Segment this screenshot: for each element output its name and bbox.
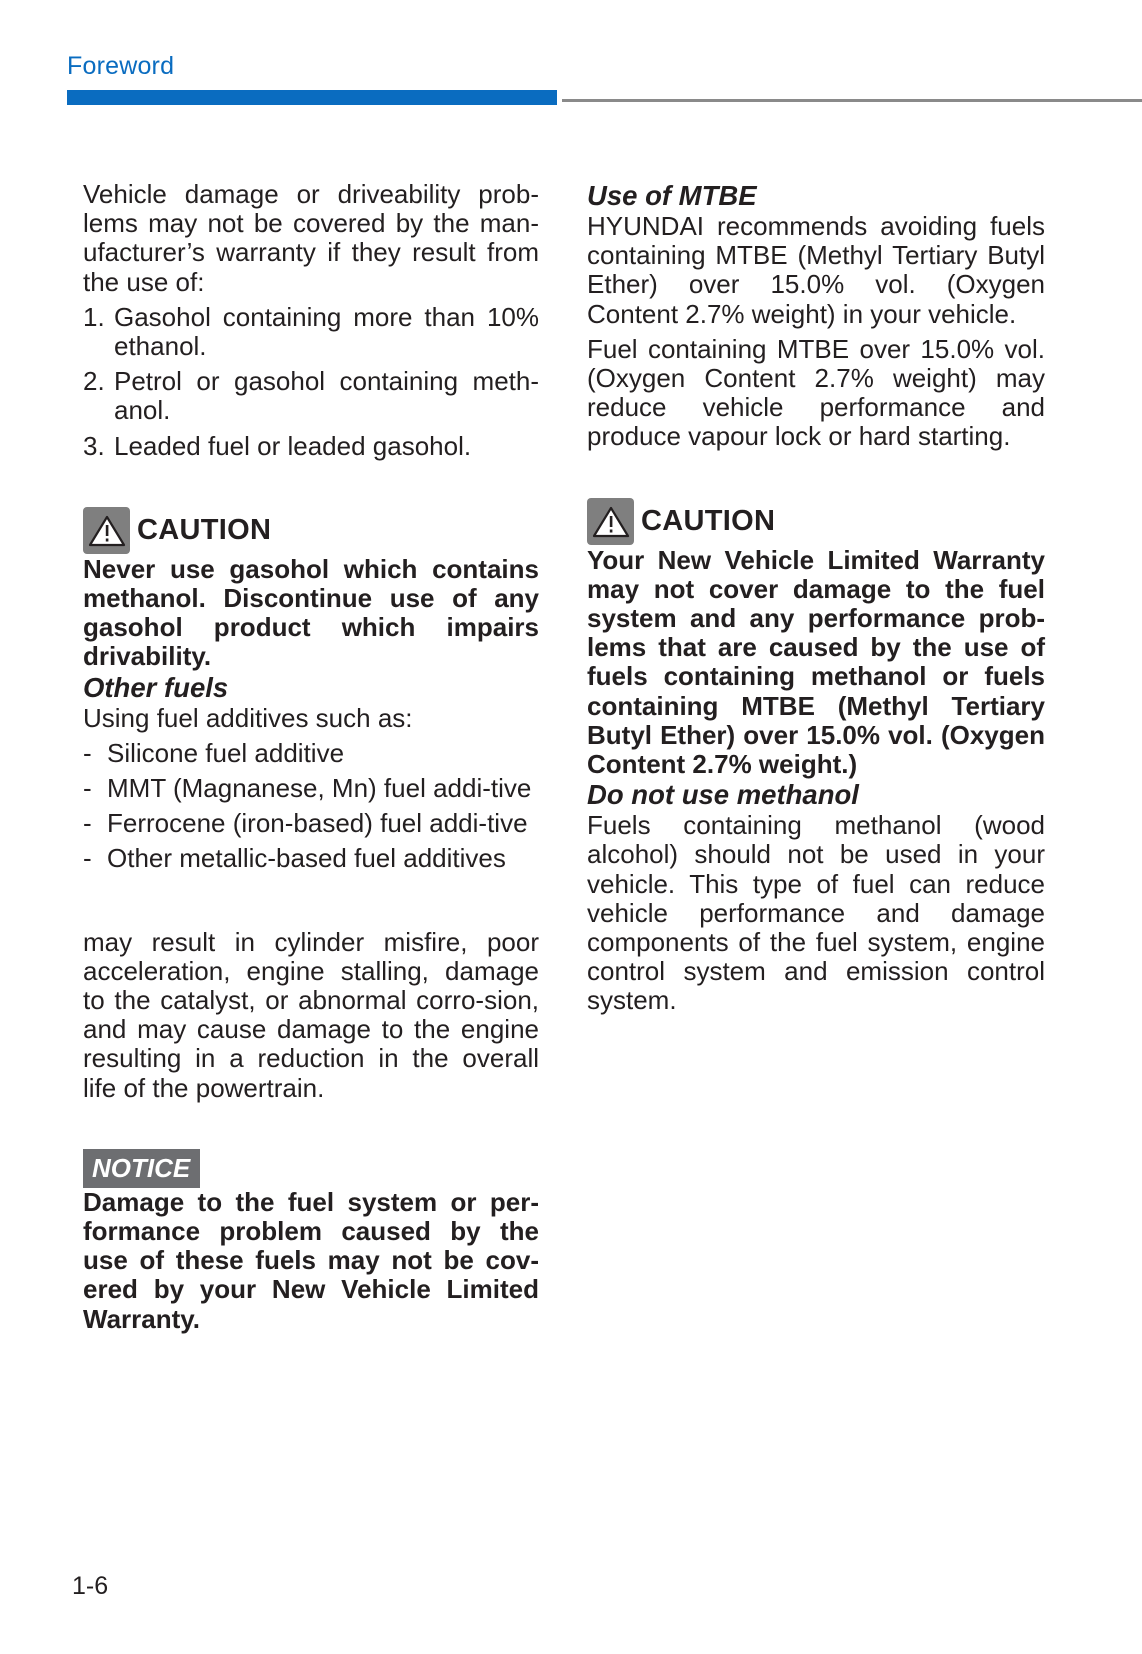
- list-text: Petrol or gasohol containing meth-anol.: [114, 366, 539, 426]
- list-text: Ferrocene (iron-based) fuel addi-tive: [107, 808, 528, 839]
- list-number: 2.: [83, 366, 105, 397]
- section-title: Foreword: [67, 52, 175, 80]
- list-text: Gasohol containing more than 10% ethanol.: [114, 301, 539, 362]
- methanol-paragraph: Fuels containing methanol (wood alcohol) should not be used in your vehicle. This type of fuel can reduce vehicle performance and damage components of the fuel system, engine control system and emission control system.: [587, 810, 1045, 1016]
- list-item: [83, 739, 539, 768]
- caution-label: CAUTION: [137, 514, 272, 547]
- methanol-heading: Do not use methanol: [587, 779, 859, 811]
- list-text: Other metallic-based fuel additives: [107, 843, 506, 874]
- result-paragraph: may result in cylinder misfire, poor acceleration, engine stalling, damage to the catalyst, or abnormal corro-sion, and may cause damage to the engine resulting in a reduction in the overall life of the powertrain.: [83, 926, 539, 1103]
- list-dash: -: [83, 808, 92, 839]
- other-fuels-heading: Other fuels: [83, 671, 229, 703]
- other-fuels-intro: Using fuel additives such as:: [83, 702, 413, 733]
- right-column: [587, 180, 1045, 1016]
- caution-header: [587, 498, 1045, 546]
- caution-label: CAUTION: [641, 505, 776, 538]
- list-item: [83, 432, 539, 461]
- notice-text: Damage to the fuel system or per-formance problem caused by the use of these fuels may not be cov-ered by your New Vehicle Limited Warranty.: [83, 1186, 539, 1334]
- list-text: Leaded fuel or leaded gasohol.: [114, 430, 472, 461]
- notice-block: [83, 1149, 539, 1188]
- list-item: [83, 774, 539, 803]
- caution-header: [83, 507, 539, 555]
- list-text: Silicone fuel additive: [107, 737, 345, 768]
- left-column: [83, 180, 539, 1334]
- header-rule: [562, 99, 1142, 102]
- list-item: [83, 367, 539, 425]
- caution-text: Your New Vehicle Limited Warranty may not cover damage to the fuel system and any performance prob-lems that are caused by the use of fuels containing methanol or fuels containing MTBE (Methyl Tertiary Butyl Ether) over 15.0% vol. (Oxygen Content 2.7% weight.): [587, 544, 1045, 780]
- mtbe-paragraph-2: Fuel containing MTBE over 15.0% vol. (Oxygen Content 2.7% weight) may reduce vehicle performance and produce vapour lock or hard starting.: [587, 333, 1045, 452]
- list-dash: -: [83, 843, 92, 874]
- caution-text: Never use gasohol which contains methanol. Discontinue use of any gasohol product which impairs drivability.: [83, 553, 539, 672]
- page-number: 1-6: [72, 1572, 109, 1600]
- list-item: [83, 809, 539, 838]
- list-item: [83, 303, 539, 361]
- list-number: 3.: [83, 430, 105, 461]
- notice-label: NOTICE: [83, 1149, 200, 1188]
- intro-paragraph: Vehicle damage or driveability prob-lems may not be covered by the man-ufacturer’s warranty if they result from the use of:: [83, 179, 539, 297]
- list-item: [83, 844, 539, 873]
- mtbe-paragraph-1: HYUNDAI recommends avoiding fuels containing MTBE (Methyl Tertiary Butyl Ether) over 15.0% vol. (Oxygen Content 2.7% weight) in your vehicle.: [587, 211, 1045, 329]
- list-dash: -: [83, 737, 92, 768]
- list-text: MMT (Magnanese, Mn) fuel addi-tive: [107, 773, 532, 804]
- list-number: 1.: [83, 301, 105, 332]
- list-dash: -: [83, 773, 92, 804]
- header-rule-accent: [67, 90, 557, 105]
- warning-triangle-icon: [83, 507, 130, 554]
- warning-triangle-icon: [587, 498, 634, 545]
- mtbe-heading: Use of MTBE: [587, 180, 757, 211]
